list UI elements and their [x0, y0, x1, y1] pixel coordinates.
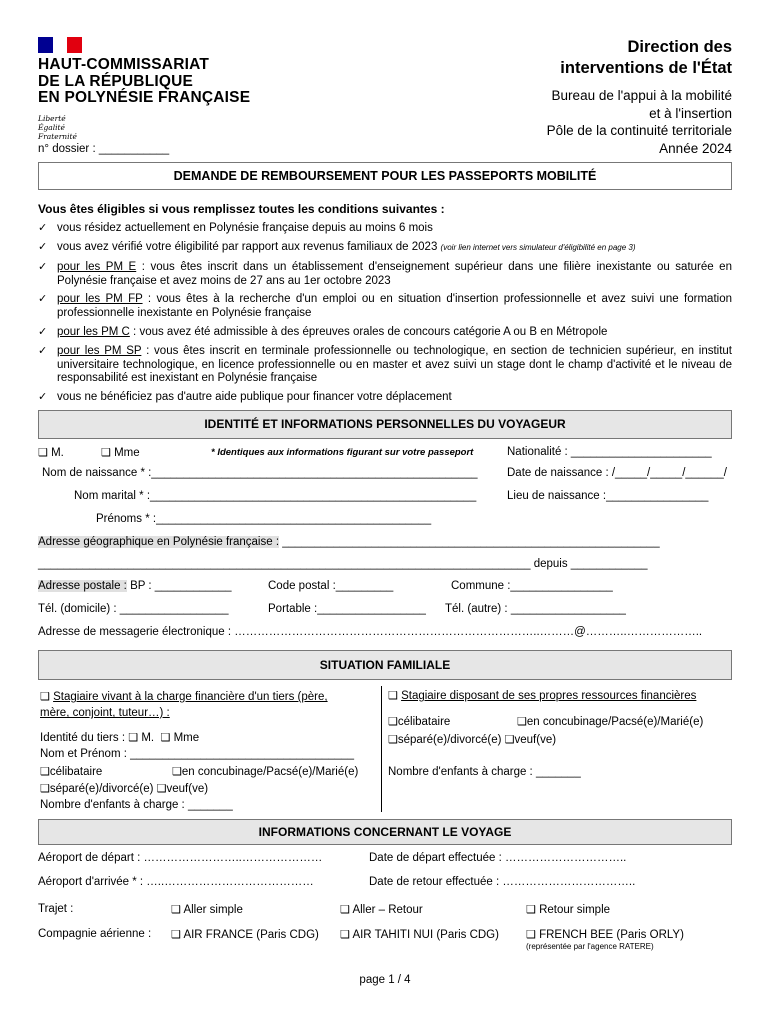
- left-marital-row-1[interactable]: ❑célibataire: [40, 766, 103, 778]
- condition-item: ✓ vous avez vérifié votre éligibilité par rapport aux revenus familiaux de 2023 (voir lien internet vers simulateur d'éligibilité en page 3): [38, 241, 636, 253]
- checkmark-icon: ✓: [38, 345, 48, 357]
- right-marital-single[interactable]: ❑célibataire: [388, 716, 451, 728]
- checkmark-icon: ✓: [38, 222, 48, 234]
- organization-name: HAUT-COMMISSARIAT DE LA RÉPUBLIQUE EN POLYNÉSIE FRANÇAISE: [38, 56, 251, 106]
- commune-field[interactable]: Commune :________________: [451, 580, 613, 592]
- other-phone-field[interactable]: Tél. (autre) : __________________: [445, 603, 626, 615]
- gender-m-option[interactable]: ❑ M.: [38, 447, 64, 459]
- checkbox-icon[interactable]: ❑: [172, 766, 182, 778]
- left-marital-couple[interactable]: ❑en concubinage/Pacsé(e)/Marié(e): [172, 766, 359, 778]
- departure-airport-field[interactable]: Aéroport de départ : ……………………..…………………: [38, 852, 323, 864]
- return-only-option[interactable]: ❑ Retour simple: [526, 904, 611, 916]
- left-children-field[interactable]: Nombre d'enfants à charge : _______: [40, 799, 233, 811]
- checkmark-icon: ✓: [38, 261, 48, 273]
- right-marital-row-2[interactable]: ❑séparé(e)/divorcé(e) ❑veuf(ve): [388, 734, 557, 746]
- checkmark-icon: ✓: [38, 391, 48, 403]
- departure-date-field[interactable]: Date de départ effectuée : …………………………..: [369, 852, 627, 864]
- independent-trainee-option[interactable]: ❑ Stagiaire disposant de ses propres ressources financières: [388, 690, 697, 702]
- checkbox-icon[interactable]: ❑: [40, 783, 50, 795]
- checkbox-icon[interactable]: ❑: [171, 904, 181, 916]
- birth-name-field[interactable]: Nom de naissance * :___________________________________________________: [42, 467, 478, 479]
- married-name-field[interactable]: Nom marital * :___________________________________________________: [74, 490, 477, 502]
- checkbox-icon[interactable]: ❑: [526, 929, 536, 941]
- checkbox-icon[interactable]: ❑: [526, 904, 536, 916]
- direction-title: Direction des interventions de l'État: [560, 38, 732, 77]
- third-party-name-field[interactable]: Nom et Prénom : ___________________________________: [40, 748, 354, 760]
- checkbox-icon[interactable]: ❑: [160, 732, 171, 744]
- checkbox-icon[interactable]: ❑: [171, 929, 181, 941]
- checkbox-icon[interactable]: ❑: [38, 447, 48, 459]
- third-party-identity[interactable]: Identité du tiers : ❑ M. ❑ Mme: [40, 732, 200, 744]
- air-france-option[interactable]: ❑ AIR FRANCE (Paris CDG): [171, 929, 319, 941]
- checkbox-icon[interactable]: ❑: [388, 690, 398, 702]
- mobile-phone-field[interactable]: Portable :_________________: [268, 603, 426, 615]
- condition-item: ✓ vous résidez actuellement en Polynésie française depuis au moins 6 mois: [38, 222, 433, 234]
- passport-note: * Identiques aux informations figurant sur votre passeport: [211, 447, 474, 458]
- direction-subtitle: Bureau de l'appui à la mobilité et à l'insertion Pôle de la continuité territoriale Année 2024: [546, 88, 732, 156]
- condition-item: ✓ vous ne bénéficiez pas d'autre aide publique pour financer votre déplacement: [38, 391, 452, 403]
- checkbox-icon[interactable]: ❑: [504, 734, 515, 746]
- first-names-field[interactable]: Prénoms * :___________________________________________: [96, 513, 432, 525]
- postal-code-field[interactable]: Code postal :_________: [268, 580, 394, 592]
- french-bee-option[interactable]: ❑ FRENCH BEE (Paris ORLY): [526, 929, 684, 941]
- right-children-field[interactable]: Nombre d'enfants à charge : _______: [388, 766, 581, 778]
- checkbox-icon[interactable]: ❑: [128, 732, 139, 744]
- family-section-title: SITUATION FAMILIALE: [38, 650, 732, 680]
- airline-label: Compagnie aérienne :: [38, 928, 152, 940]
- dependent-trainee-option[interactable]: ❑ Stagiaire vivant à la charge financière d'un tiers (père, mère, conjoint, tuteur…) :: [40, 691, 328, 719]
- arrival-airport-field[interactable]: Aéroport d'arrivée * : …..…………………………………: [38, 876, 314, 888]
- left-marital-row-2[interactable]: ❑séparé(e)/divorcé(e) ❑veuf(ve): [40, 783, 209, 795]
- round-trip-option[interactable]: ❑ Aller – Retour: [340, 904, 423, 916]
- dossier-number-field[interactable]: n° dossier : ___________: [38, 143, 170, 155]
- checkbox-icon[interactable]: ❑: [517, 716, 527, 728]
- republic-flag-logo: [38, 37, 82, 53]
- family-divider: [381, 686, 382, 812]
- air-tahiti-nui-option[interactable]: ❑ AIR TAHITI NUI (Paris CDG): [340, 929, 499, 941]
- checkbox-icon[interactable]: ❑: [40, 766, 50, 778]
- checkbox-icon[interactable]: ❑: [340, 904, 350, 916]
- checkbox-icon[interactable]: ❑: [156, 783, 167, 795]
- birth-place-field[interactable]: Lieu de naissance :________________: [507, 490, 709, 502]
- checkbox-icon[interactable]: ❑: [388, 716, 398, 728]
- republic-motto: Liberté Égalité Fraternité: [38, 114, 77, 141]
- geo-address-field[interactable]: Adresse géographique en Polynésie française : ___________________________________________________________: [38, 536, 660, 548]
- one-way-option[interactable]: ❑ Aller simple: [171, 904, 243, 916]
- checkbox-icon[interactable]: ❑: [388, 734, 398, 746]
- trip-type-label: Trajet :: [38, 903, 74, 915]
- postal-address-bp-field[interactable]: Adresse postale : BP : ____________: [38, 580, 232, 592]
- checkbox-icon[interactable]: ❑: [340, 929, 350, 941]
- checkmark-icon: ✓: [38, 326, 48, 338]
- condition-item: ✓ pour les PM C : vous avez été admissible à des épreuves orales de concours catégorie A ou B en Métropole: [38, 326, 608, 338]
- french-bee-note: (représentée par l'agence RATERE): [526, 942, 654, 951]
- checkbox-icon[interactable]: ❑: [101, 447, 111, 459]
- birth-date-field[interactable]: Date de naissance : /_____/_____/______/: [507, 467, 727, 479]
- right-marital-couple[interactable]: ❑en concubinage/Pacsé(e)/Marié(e): [517, 716, 704, 728]
- condition-item: ✓ pour les PM FP : vous êtes à la recherche d'un emploi ou en situation d'insertion professionnelle et avez suivi une formation professionnelle inexistante en Polynésie française: [38, 293, 732, 319]
- checkmark-icon: ✓: [38, 241, 48, 253]
- main-title: DEMANDE DE REMBOURSEMENT POUR LES PASSEPORTS MOBILITÉ: [38, 162, 732, 190]
- return-date-field[interactable]: Date de retour effectuée : ……………………………..: [369, 876, 636, 888]
- identity-section-title: IDENTITÉ ET INFORMATIONS PERSONNELLES DU VOYAGEUR: [38, 410, 732, 439]
- trip-section-title: INFORMATIONS CONCERNANT LE VOYAGE: [38, 819, 732, 845]
- email-field[interactable]: Adresse de messagerie électronique : ……………………………………………………………………..………@………..………………..: [38, 626, 703, 638]
- condition-item: ✓ pour les PM SP : vous êtes inscrit en terminale professionnelle ou technologique, en section de technicien supérieur, en institut universitaire technologique, en licence professionnelle ou en master et avez suivi un stage dont le champ d'activité et le niveau de responsabilité est inexistant en Polynésie française: [38, 345, 732, 384]
- home-phone-field[interactable]: Tél. (domicile) : _________________: [38, 603, 229, 615]
- condition-item: ✓ pour les PM E : vous êtes inscrit dans un établissement d'enseignement supérieur dans une filière inexistante ou saturée en Polynésie française et avez moins de 27 ans au 1er octobre 2023: [38, 261, 732, 287]
- address-line-2-field[interactable]: _____________________________________________________________________________ depuis ____________: [38, 558, 648, 570]
- conditions-heading: Vous êtes éligibles si vous remplissez toutes les conditions suivantes :: [38, 202, 445, 216]
- gender-mme-option[interactable]: ❑ Mme: [101, 447, 140, 459]
- checkbox-icon[interactable]: ❑: [40, 691, 50, 703]
- page-number: page 1 / 4: [359, 974, 411, 986]
- nationality-field[interactable]: Nationalité : ______________________: [507, 446, 712, 458]
- checkmark-icon: ✓: [38, 293, 48, 305]
